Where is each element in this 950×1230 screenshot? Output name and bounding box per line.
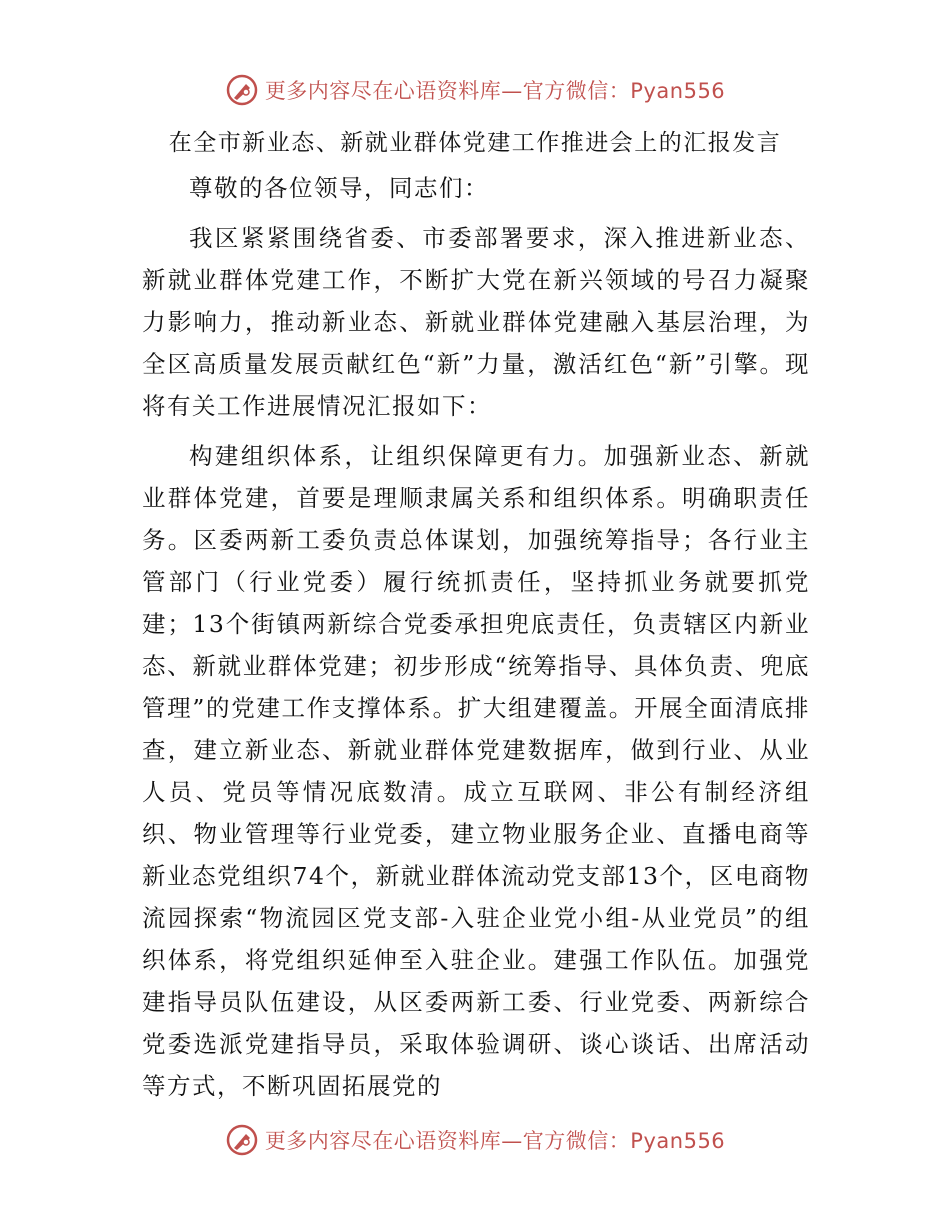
- body-paragraph-organization: 构建组织体系，让组织保障更有力。加强新业态、新就业群体党建，首要是理顺隶属关系和组织体系。明确职责任务。区委两新工委负责总体谋划，加强统筹指导；各行业主管部门（行业党委）履行统抓责任，坚持抓业务就要抓党建；13个街镇两新综合党委承担兜底责任，负责辖区内新业态、新就业群体党建；初步形成“统筹指导、具体负责、兜底管理”的党建工作支撑体系。扩大组建覆盖。开展全面清底排查，建立新业态、新就业群体党建数据库，做到行业、从业人员、党员等情况底数清。成立互联网、非公有制经济组织、物业管理等行业党委，建立物业服务企业、直播电商等新业态党组织74个，新就业群体流动党支部13个，区电商物流园探索“物流园区党支部-入驻企业党小组-从业党员”的组织体系，将党组织延伸至入驻企业。建强工作队伍。加强党建指导员队伍建设，从区委两新工委、行业党委、两新综合党委选派党建指导员，采取体验调研、谈心谈话、出席活动等方式，不断巩固拓展党的: [142, 442, 810, 1100]
- salutation: 尊敬的各位领导，同志们：: [189, 174, 489, 202]
- footer-watermark-banner: [0, 1120, 950, 1160]
- body-paragraph-intro: 我区紧紧围绕省委、市委部署要求，深入推进新业态、新就业群体党建工作，不断扩大党在新兴领域的号召力凝聚力影响力，推动新业态、新就业群体党建融入基层治理，为全区高质量发展贡献红色“新”力量，激活红色“新”引擎。现将有关工作进展情况汇报如下：: [142, 224, 810, 420]
- pen-nib-logo-icon: [225, 73, 259, 107]
- footer-watermark-text: 更多内容尽在心语资料库—官方微信：Pyan556: [264, 1129, 726, 1153]
- pen-nib-logo-icon: [225, 1123, 259, 1157]
- header-watermark-banner: [0, 70, 950, 110]
- header-watermark-text: 更多内容尽在心语资料库—官方微信：Pyan556: [264, 79, 726, 103]
- document-title: 在全市新业态、新就业群体党建工作推进会上的汇报发言: [168, 130, 782, 156]
- document-body: [142, 167, 810, 1107]
